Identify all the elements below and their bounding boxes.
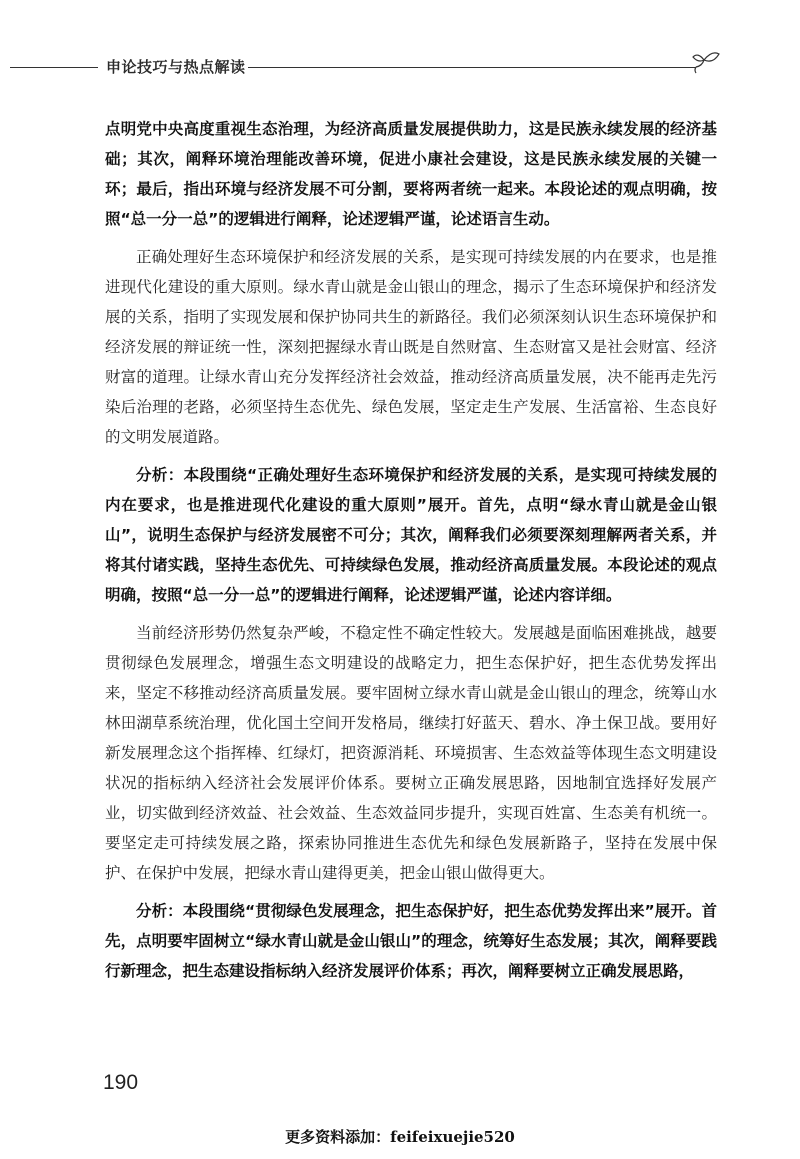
footer-watermark-note: 更多资料添加：feifeixuejie520 <box>285 1128 515 1146</box>
sprout-icon <box>690 44 722 76</box>
running-header <box>0 52 800 82</box>
page-number: 190 <box>103 1071 139 1094</box>
analysis-paragraph: 分析：本段围绕“贯彻绿色发展理念，把生态保护好，把生态优势发挥出来”展开。首先，点明要牢固树立“绿水青山就是金山银山”的理念，统筹好生态发展；其次，阐释要践行新理念，把生态建设指标纳入经济发展评价体系；再次，阐释要树立正确发展思路， <box>105 902 717 980</box>
header-rule-left <box>10 67 98 68</box>
header-rule-right <box>248 67 696 68</box>
header-title: 申论技巧与热点解读 <box>106 58 246 76</box>
analysis-paragraph: 分析：本段围绕“正确处理好生态环境保护和经济发展的关系，是实现可持续发展的内在要求，也是推进现代化建设的重大原则”展开。首先，点明“绿水青山就是金山银山”，说明生态保护与经济发展密不可分；其次，阐释我们必须要深刻理解两者关系，并将其付诸实践，坚持生态优先、可持续绿色发展，推动经济高质量发展。本段论述的观点明确，按照“总一分一总”的逻辑进行阐释，论述逻辑严谨，论述内容详细。 <box>105 466 717 604</box>
sample-paragraph: 当前经济形势仍然复杂严峻，不稳定性不确定性较大。发展越是面临困难挑战，越要贯彻绿色发展理念，增强生态文明建设的战略定力，把生态保护好，把生态优势发挥出来，坚定不移推动经济高质量发展。要牢固树立绿水青山就是金山银山的理念，统筹山水林田湖草系统治理，优化国土空间开发格局，继续打好蓝天、碧水、净土保卫战。要用好新发展理念这个指挥棒、红绿灯，把资源消耗、环境损害、生态效益等体现生态文明建设状况的指标纳入经济社会发展评价体系。要树立正确发展思路，因地制宜选择好发展产业，切实做到经济效益、社会效益、生态效益同步提升，实现百姓富、生态美有机统一。要坚定走可持续发展之路，探索协同推进生态优先和绿色发展新路子，坚持在发展中保护、在保护中发展，把绿水青山建得更美，把金山银山做得更大。 <box>105 624 717 882</box>
analysis-paragraph-continued: 点明党中央高度重视生态治理，为经济高质量发展提供助力，这是民族永续发展的经济基础；其次，阐释环境治理能改善环境，促进小康社会建设，这是民族永续发展的关键一环；最后，指出环境与经济发展不可分割，要将两者统一起来。本段论述的观点明确，按照“总一分一总”的逻辑进行阐释，论述逻辑严谨，论述语言生动。 <box>105 120 717 228</box>
page-content <box>105 114 717 994</box>
sample-paragraph: 正确处理好生态环境保护和经济发展的关系，是实现可持续发展的内在要求，也是推进现代化建设的重大原则。绿水青山就是金山银山的理念，揭示了生态环境保护和经济发展的关系，指明了实现发展和保护协同共生的新路径。我们必须深刻认识生态环境保护和经济发展的辩证统一性，深刻把握绿水青山既是自然财富、生态财富又是社会财富、经济财富的道理。让绿水青山充分发挥经济社会效益，推动经济高质量发展，决不能再走先污染后治理的老路，必须坚持生态优先、绿色发展，坚定走生产发展、生活富裕、生态良好的文明发展道路。 <box>105 248 717 446</box>
